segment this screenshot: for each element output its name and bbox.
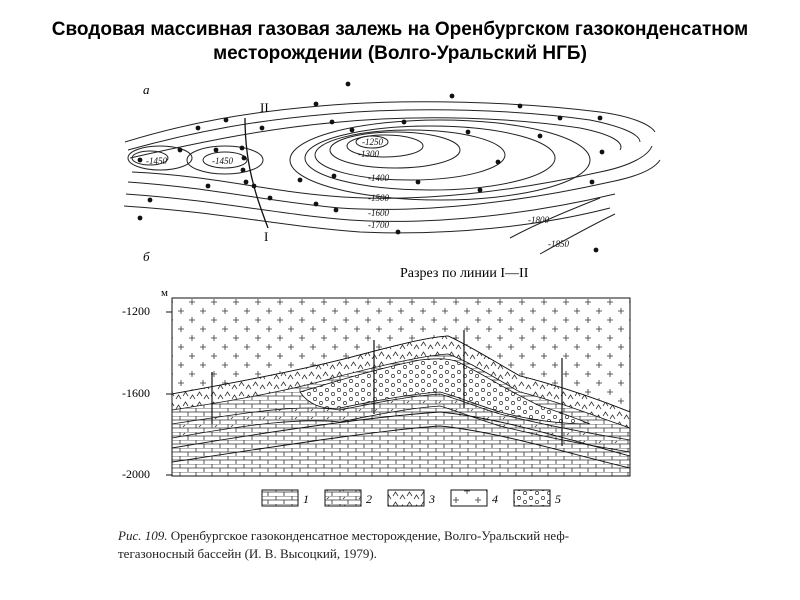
contour-label: -1600	[368, 208, 389, 218]
section-panel-label: б	[143, 249, 150, 264]
figure-caption	[118, 527, 658, 563]
legend	[262, 490, 561, 506]
depth-axis	[166, 298, 172, 476]
legend-swatch-gas	[514, 490, 550, 506]
section-title: Разрез по линии I—II	[400, 266, 529, 281]
map-panel-label: а	[143, 82, 150, 97]
contour-label: -1500	[368, 193, 389, 203]
depth-tick-label: -1200	[122, 304, 150, 318]
structure-contour-map	[124, 102, 660, 254]
contour-label: -1300	[358, 149, 379, 159]
caption-label: Рис. 109.	[118, 528, 168, 543]
legend-swatch-limestone	[262, 490, 298, 506]
contour-label: -1250	[362, 137, 383, 147]
legend-swatch-dolomite	[325, 490, 361, 506]
section-line	[245, 118, 268, 228]
depth-tick-label: -2000	[122, 467, 150, 481]
depth-tick-label: -1600	[122, 386, 150, 400]
contour-label: -1700	[368, 220, 389, 230]
section-line-label-i: I	[264, 229, 269, 244]
legend-swatch-salt	[451, 490, 487, 506]
contour-label: -1850	[548, 239, 569, 249]
slide-title-line2: месторождении (Волго-Уральский НГБ)	[213, 43, 587, 64]
legend-number: 1	[303, 492, 309, 506]
section-line-label-ii: II	[260, 100, 269, 115]
caption-line1: Оренбургское газоконденсатное месторождение, Волго-Уральский неф-	[170, 528, 570, 543]
legend-swatch-anhydrite	[388, 490, 424, 506]
legend-number: 3	[429, 492, 435, 506]
contour-label: -1450	[146, 156, 167, 166]
caption-line2: тегазоносный бассейн (И. В. Высоцкий, 1979).	[118, 546, 377, 561]
slide-title-line1: Сводовая массивная газовая залежь на Оренбургском газоконденсатном	[51, 19, 749, 40]
depth-unit: м	[161, 287, 168, 299]
legend-number: 5	[555, 492, 561, 506]
geologic-cross-section	[172, 298, 630, 476]
contour-label: -1400	[368, 173, 389, 183]
contour-label: -1800	[528, 215, 549, 225]
legend-number: 4	[492, 492, 498, 506]
legend-number: 2	[366, 492, 372, 506]
contour-label: -1450	[212, 156, 233, 166]
